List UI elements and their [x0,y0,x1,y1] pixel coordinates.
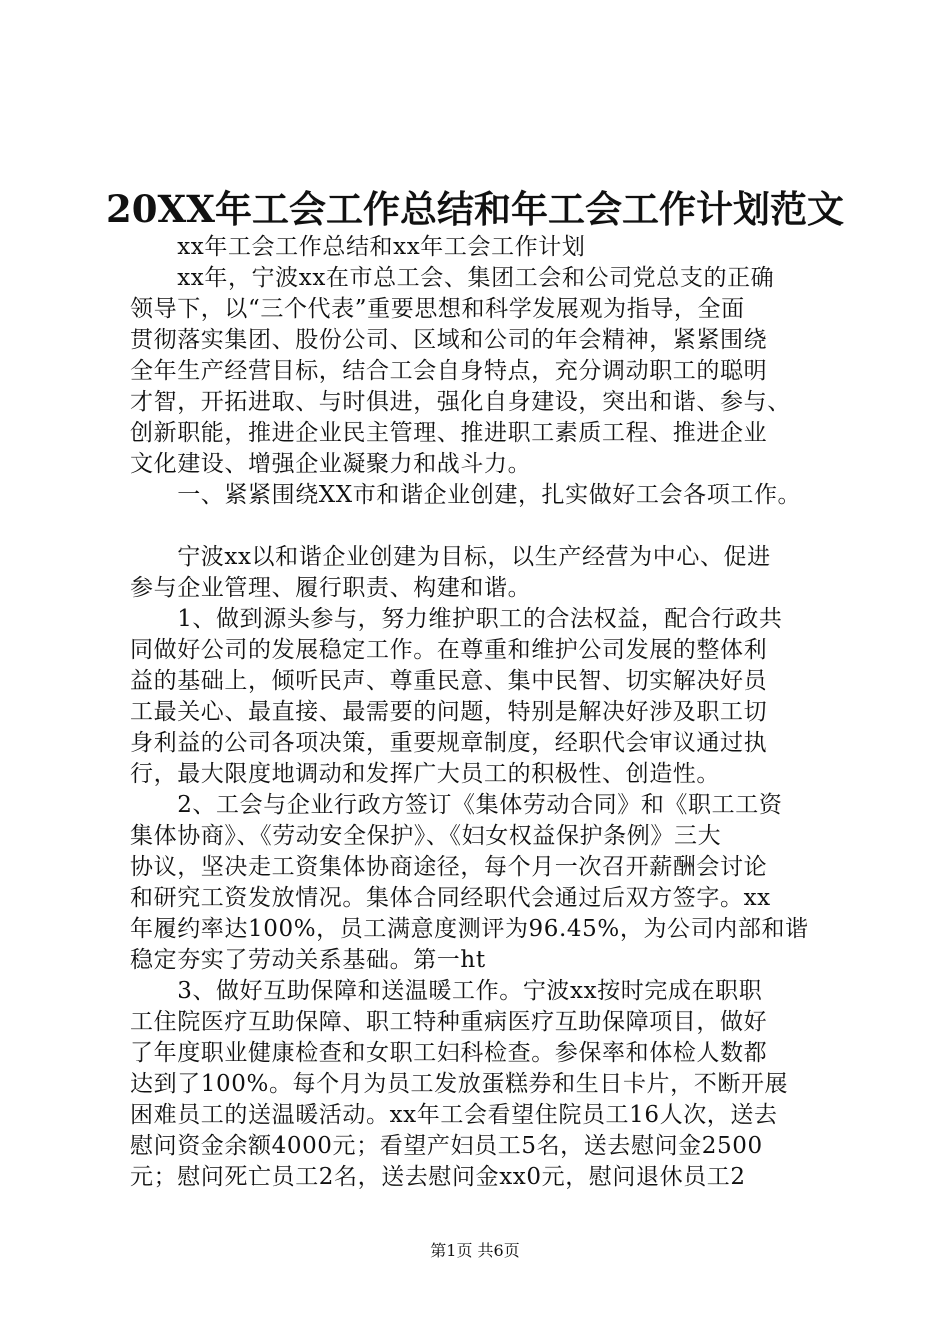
text-line: 宁波xx以和谐企业创建为目标，以生产经营为中心、促进 [130,544,771,570]
text-line: 领导下，以“三个代表”重要思想和科学发展观为指导，全面 [130,296,745,322]
text-line: 一、紧紧围绕XX市和谐企业创建，扎实做好工会各项工作。 [130,482,802,508]
text-line: 年履约率达100%，员工满意度测评为96.45%，为公司内部和谐 [130,916,809,942]
text-line: 益的基础上，倾听民声、尊重民意、集中民智、切实解决好员 [130,668,768,694]
text-line: 集体协商》、《劳动安全保护》、《妇女权益保护条例》三大 [130,823,722,849]
text-line: 协议，坚决走工资集体协商途径，每个月一次召开薪酬会讨论 [130,854,768,880]
text-line: 1、做到源头参与，努力维护职工的合法权益，配合行政共 [130,606,783,632]
text-line: 参与企业管理、履行职责、构建和谐。 [130,575,532,601]
text-line: xx年工会工作总结和xx年工会工作计划 [130,234,586,260]
text-line: 贯彻落实集团、股份公司、区域和公司的年会精神，紧紧围绕 [130,327,768,353]
text-line: 慰问资金余额4000元；看望产妇员工5名，送去慰问金2500 [130,1133,763,1159]
text-line: 全年生产经营目标，结合工会自身特点，充分调动职工的聪明 [130,358,768,384]
text-line: 稳定夯实了劳动关系基础。第一ht [130,947,486,973]
page-footer: 第1页 共6页 [430,1241,520,1260]
document-body [130,232,830,1193]
text-line: 3、做好互助保障和送温暖工作。宁波xx按时完成在职职 [130,978,763,1004]
text-line: 和研究工资发放情况。集体合同经职代会通过后双方签字。xx [130,885,771,911]
text-line: 才智，开拓进取、与时俱进，强化自身建设，突出和谐、参与、 [130,389,791,415]
text-line: xx年，宁波xx在市总工会、集团工会和公司党总支的正确 [130,265,775,291]
text-line: 工住院医疗互助保障、职工特种重病医疗互助保障项目，做好 [130,1009,768,1035]
text-line: 同做好公司的发展稳定工作。在尊重和维护公司发展的整体利 [130,637,768,663]
text-line: 元；慰问死亡员工2名，送去慰问金xx0元，慰问退休员工2 [130,1164,746,1190]
text-line: 工最关心、最直接、最需要的问题，特别是解决好涉及职工切 [130,699,768,725]
text-line: 了年度职业健康检查和女职工妇科检查。参保率和体检人数都 [130,1040,768,1066]
text-line: 达到了100%。每个月为员工发放蛋糕券和生日卡片，不断开展 [130,1071,789,1097]
text-line: 文化建设、增强企业凝聚力和战斗力。 [130,451,532,477]
text-line: 困难员工的送温暖活动。xx年工会看望住院员工16人次，送去 [130,1102,778,1128]
text-line: 行，最大限度地调动和发挥广大员工的积极性、创造性。 [130,761,720,787]
text-line: 身利益的公司各项决策，重要规章制度，经职代会审议通过执 [130,730,768,756]
text-line: 创新职能，推进企业民主管理、推进职工素质工程、推进企业 [130,420,768,446]
blank-line [130,511,830,542]
text-line: 2、工会与企业行政方签订《集体劳动合同》和《职工工资 [130,792,783,818]
document-title: 20XX年工会工作总结和年工会工作计划范文 [106,187,844,231]
